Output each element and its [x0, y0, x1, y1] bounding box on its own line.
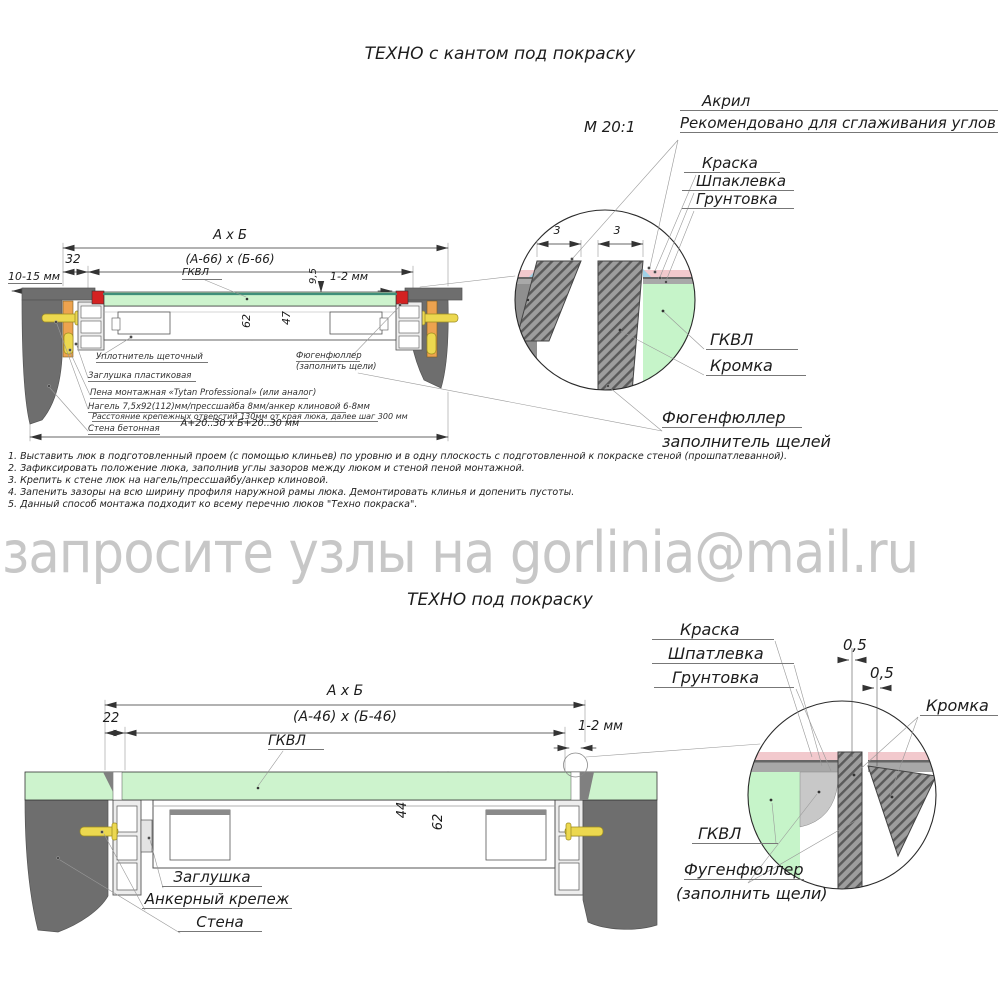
- label-paint-2: Краска: [652, 622, 774, 640]
- dim-62-b: 62: [431, 813, 447, 831]
- note-line-2: 2. Зафиксировать положение люка, заполнив углы зазоров между люком и стеной пеной монтажной.: [8, 463, 525, 474]
- door-profile: [153, 800, 555, 868]
- note-line-4: 4. Запенить зазоры на всю ширину профиля наружной рамы люка. Демонтировать клинья и допенить пустоты.: [8, 487, 575, 498]
- ann-foam: Пена монтажная «Tytan Professional» (или аналог): [90, 388, 317, 398]
- dim-47: 47: [280, 311, 294, 325]
- label-primer-2: Грунтовка: [654, 670, 794, 688]
- gkvl-band: [25, 772, 657, 800]
- label-acryl-note: Рекомендовано для сглаживания углов: [680, 116, 998, 133]
- dim-9-5: 9,5: [307, 268, 319, 284]
- dim-opening: А+20..30 х Б+20..30 мм: [180, 418, 300, 429]
- label-filler-2: заполнитель щелей: [662, 432, 831, 451]
- dim-3-left: 3: [553, 224, 561, 237]
- dim-32: 32: [65, 252, 81, 266]
- dim-1-2: 1-2 мм: [330, 270, 369, 283]
- label-putty: Шпаклевка: [682, 174, 794, 191]
- dim-axb-2: А х Б: [326, 683, 364, 699]
- label-putty-2: Шпатлевка: [652, 646, 794, 664]
- label-wall: Стена: [178, 915, 262, 932]
- label-edge-2: Кромка: [920, 698, 998, 716]
- label-primer: Грунтовка: [682, 192, 794, 209]
- dim-inner-2: (А-46) х (Б-46): [293, 709, 397, 725]
- plug-clip: [141, 820, 152, 852]
- label-edge: Кромка: [706, 358, 806, 376]
- gkvl-callout-2: ГКВЛ: [268, 734, 324, 750]
- dim-22: 22: [102, 711, 120, 726]
- label-gkvl: ГКВЛ: [706, 332, 798, 350]
- label-gkvl-2: ГКВЛ: [692, 826, 778, 844]
- gkvl-callout: ГКВЛ: [182, 268, 222, 280]
- dim-44: 44: [395, 801, 411, 819]
- dim-62: 62: [240, 314, 254, 328]
- dim-05-a: 0,5: [843, 636, 867, 654]
- dim-1-2-b: 1-2 мм: [578, 719, 623, 734]
- label-filler-1: Фюгенфюллер: [662, 410, 802, 428]
- label-paint: Краска: [684, 156, 780, 173]
- dim-10-15: 10-15 мм: [8, 270, 61, 283]
- bottom-title: ТЕХНО под покраску: [407, 590, 593, 610]
- label-acryl: Акрил: [680, 94, 998, 111]
- note-line-1: 1. Выставить люк в подготовленный проем (с помощью клиньев) по уровню и в одну плоскость с подготовленной к покраске стеной (прошпатлеванной).: [8, 451, 788, 462]
- top-title: ТЕХНО с кантом под покраску: [364, 44, 636, 64]
- watermark-email: запросите узлы на gorlinia@mail.ru: [2, 520, 919, 586]
- dim-inner: (А-66) х (Б-66): [185, 252, 275, 266]
- label-filler2-2: (заполнить щели): [676, 884, 828, 903]
- ann-dowel: Нагель 7,5х92(112)мм/прессшайба 8мм/анкер клиновой 6-8мм: [88, 402, 370, 412]
- ann-brush-seal: Уплотнитель щеточный: [96, 353, 208, 363]
- note-line-3: 3. Крепить к стене люк на нагель/прессшайбу/анкер клиновой.: [8, 475, 329, 486]
- ann-concrete-wall: Стена бетонная: [88, 424, 160, 434]
- scale-label: М 20:1: [584, 118, 636, 136]
- dim-3-right: 3: [613, 224, 621, 237]
- label-filler2-1: Фугенфюллер: [684, 860, 804, 879]
- dim-05-b: 0,5: [870, 664, 894, 682]
- label-plug: Заглушка: [162, 870, 262, 887]
- filler-callout-1: Фюгенфюллер: [296, 351, 362, 361]
- ann-plastic-plug: Заглушка пластиковая: [88, 372, 196, 382]
- gkvl-panel: [104, 292, 396, 306]
- note-line-5: 5. Данный способ монтажа подходит ко всему перечню люков "Техно покраска".: [8, 499, 418, 510]
- filler-callout-2: (заполнить щели): [296, 362, 377, 372]
- top-detail-circle: [510, 140, 704, 431]
- label-anchor: Анкерный крепеж: [142, 892, 292, 909]
- dim-axb: А х Б: [213, 228, 247, 243]
- bottom-section-drawing: [25, 700, 760, 933]
- ann-hole-spacing: Расстояние крепежных отверстий 130мм от края люка, далее шаг 300 мм: [92, 411, 408, 421]
